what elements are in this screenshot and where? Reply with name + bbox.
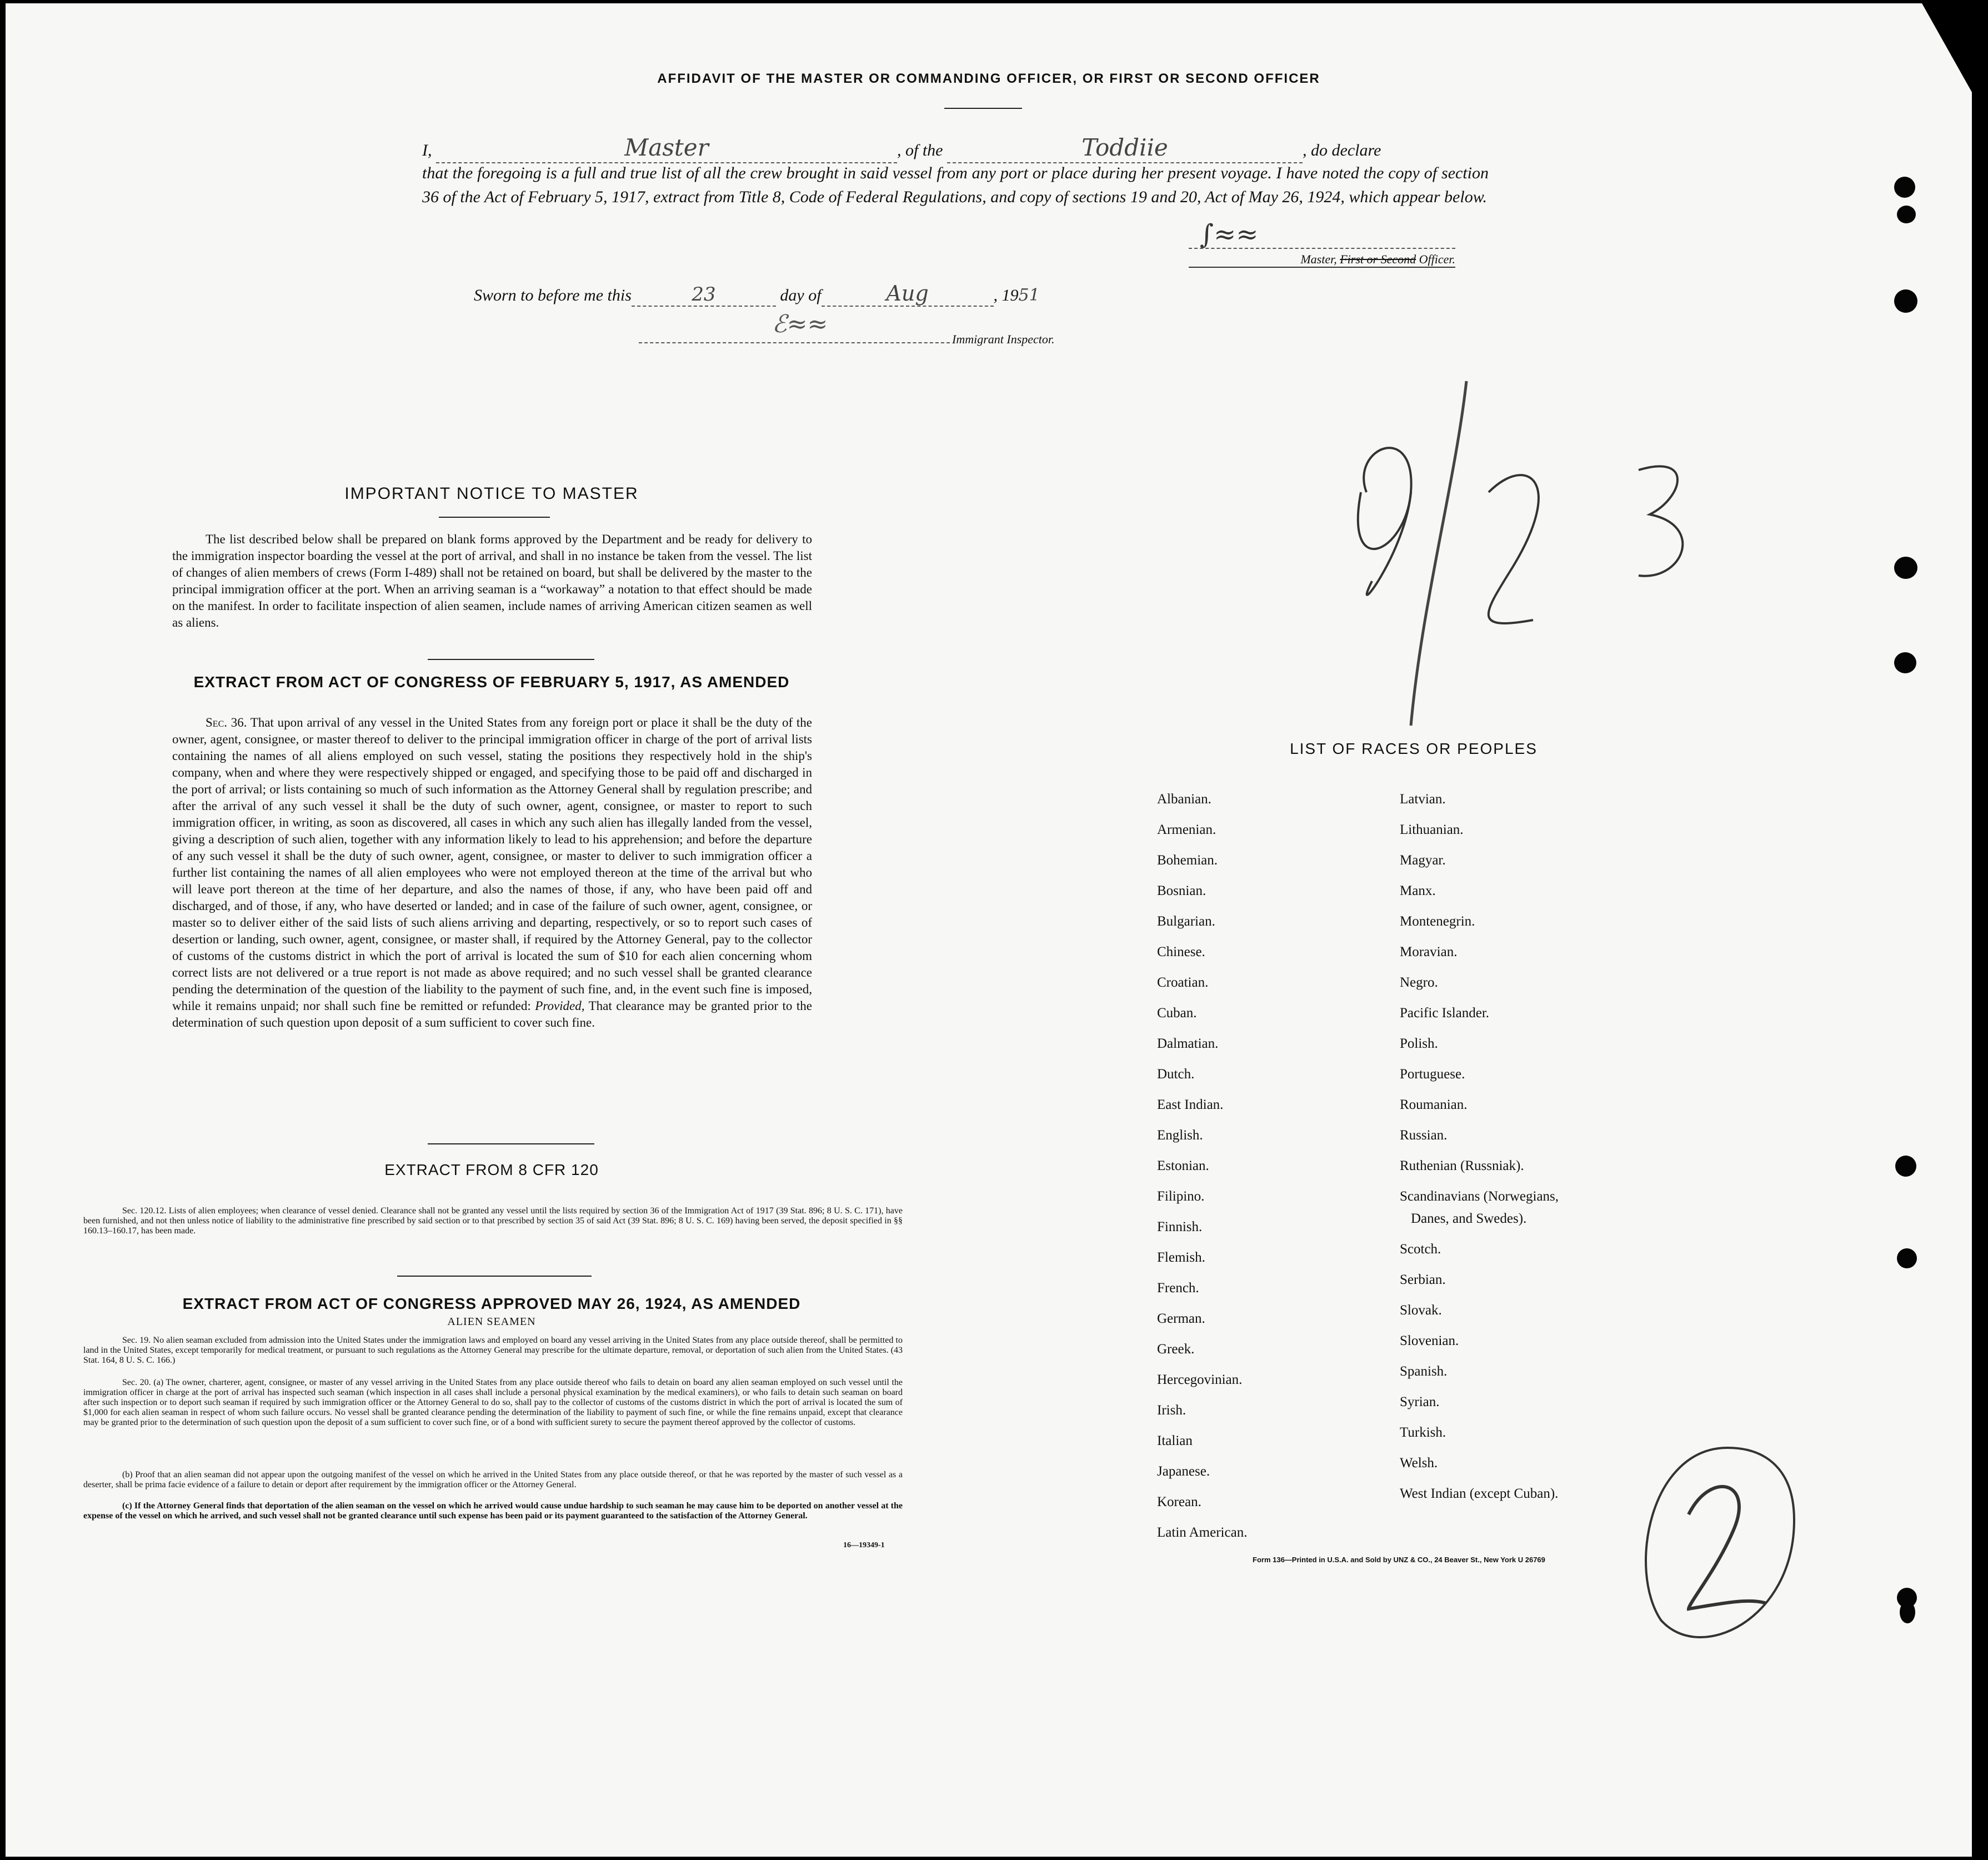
extract-1917-title: EXTRACT FROM ACT OF CONGRESS OF FEBRUARY 5, 1917, AS AMENDED: [193, 673, 790, 691]
race-item: Flemish.: [1157, 1250, 1205, 1265]
master-name-field: [436, 136, 897, 163]
race-item: French.: [1157, 1281, 1199, 1296]
vessel-name-field: [947, 136, 1303, 163]
form-code: 16—19349-1: [843, 1541, 885, 1549]
race-item: Roumanian.: [1400, 1097, 1468, 1112]
race-item: Irish.: [1157, 1403, 1186, 1418]
inspector-caption: Immigrant Inspector.: [952, 332, 1055, 346]
punch-hole: [1894, 177, 1915, 198]
race-item: Finnish.: [1157, 1219, 1203, 1234]
divider: [397, 1276, 592, 1277]
race-item: Pacific Islander.: [1400, 1006, 1490, 1021]
race-item: Croatian.: [1157, 975, 1209, 990]
divider: [428, 1143, 594, 1144]
races-title: LIST OF RACES OR PEOPLES: [1290, 740, 1538, 757]
race-item: Dalmatian.: [1157, 1036, 1219, 1051]
vessel-name: Toddiie: [1081, 134, 1168, 161]
section-19: Sec. 19. No alien seaman excluded from admission into the United States under the immigration laws and employed on board any vessel arriving in the United States from any place outside thereof, shall be permitted to land in the United States, except temporarily for medical treatment, or pursuant to such regulations as the Attorney General may prescribe for the ultimate departure, removal, or deportation of such alien from the United States. (43 Stat. 164, 8 U. S. C. 166.): [83, 1336, 903, 1365]
race-item: Serbian.: [1400, 1272, 1446, 1287]
race-item: Lithuanian.: [1400, 822, 1464, 837]
pronoun: I,: [422, 141, 432, 159]
officer-caption-prefix: Master,: [1300, 252, 1340, 266]
cfr-body: Sec. 120.12. Lists of alien employees; when clearance of vessel denied. Clearance shall not be granted any vessel until the lists required by section 36 of the Immigration Act of 1917 (39 Stat. 896; 8 U. S. C. 171), have been furnished, and not then unless notice of liability to the administrative fine prescribed by said section or to that prescribed by section 35 of said Act (39 Stat. 896; 8 U. S. C. 169) having been served, the deposit specified in §§ 160.13–160.17, has been made.: [83, 1206, 903, 1236]
divider: [944, 108, 1022, 109]
race-item: Welsh.: [1400, 1456, 1438, 1471]
inspector-signature: ℰ≈≈: [772, 310, 828, 338]
punch-hole: [1897, 1248, 1917, 1268]
race-item: Moravian.: [1400, 944, 1458, 959]
of-the-label: , of the: [897, 141, 943, 159]
race-item: Chinese.: [1157, 944, 1205, 959]
race-item: Spanish.: [1400, 1364, 1448, 1379]
year-suffix: 51: [1018, 286, 1040, 305]
race-item: Montenegrin.: [1400, 914, 1475, 929]
race-item: English.: [1157, 1128, 1203, 1143]
section-36-tail: That clearance may be granted prior to the determination of such question upon deposit of a sum sufficient to cover such fine.: [172, 999, 813, 1029]
race-item: Cuban.: [1157, 1006, 1197, 1021]
race-item: Filipino.: [1157, 1189, 1205, 1204]
punch-hole: [1894, 289, 1917, 313]
section-36-text: That upon arrival of any vessel in the United States from any foreign port or place it shall be the duty of the owner, agent, consignee, or master thereof to deliver to the principal immigration officer in charge of the port of arrival lists containing the names of all aliens employed on such vessel, stating the positions they respectively hold in the ship's company, when and where they were respectively shipped or engaged, and specifying those to be paid off and discharged in the port of arrival; or lists containing so much of such information as the Attorney General shall by regulation prescribe; and after the arrival of any such vessel it shall be the duty of such owner, agent, consignee, or master to report to such immigration officer, in writing, as soon as discovered, all cases in which any such alien has illegally landed from the vessel, giving a description of such alien, together with any information likely to lead to his apprehension; and before the departure of any such vessel it shall be the duty of such owner, agent, consignee, or master to deliver to such immigration officer a further list containing the names of all alien employees who were not employed thereon at the time of the arrival but who will leave port thereon at the time of her departure, and also the names of those, if any, who have been paid off and discharged, and of those, if any, who have deserted or landed; and in case of the failure of such owner, agent, consignee, or master so to deliver either of the said lists of such aliens arriving and departing, respectively, or so to report such cases of desertion or landing, such owner, agent, consignee, or master shall, if required by the Attorney General, pay to the collector of customs of the customs district in which the port of arrival is located the sum of $10 for each alien concerning whom correct lists are not delivered or a true report is not made as above required; and no such vessel shall be granted clearance pending the determination of the question of the liability to the payment of such fine, and, in the event such fine is imposed, while it remains unpaid; nor shall such fine be remitted or refunded:: [172, 716, 812, 1013]
race-item: East Indian.: [1157, 1097, 1224, 1112]
race-item: Latin American.: [1157, 1525, 1248, 1540]
declaration-line: [422, 136, 1489, 163]
race-item: Portuguese.: [1400, 1067, 1465, 1082]
race-continuation: Danes, and Swedes).: [1411, 1211, 1527, 1226]
race-item: Armenian.: [1157, 822, 1216, 837]
race-item: Scotch.: [1400, 1242, 1441, 1257]
race-item: Manx.: [1400, 883, 1436, 898]
affidavit-heading: AFFIDAVIT OF THE MASTER OR COMMANDING OFFICER, OR FIRST OR SECOND OFFICER: [657, 71, 1320, 86]
sworn-prefix: Sworn to before me this: [474, 286, 632, 304]
sworn-month-field: [822, 281, 994, 307]
section-20a: Sec. 20. (a) The owner, charterer, agent, consignee, or master of any vessel arriving in the United States from any place outside thereof who fails to detain on board any alien seaman employed on such vessel until the immigration officer in charge at the port of arrival has inspected such seaman (which inspection in all cases shall include a personal physical examination by the medical examiners), or who fails to detain such seaman on board after such inspection or to deport such seaman if required by such immigration officer or the Attorney General to do so, shall pay to the collector of customs of the customs district in which the port of arrival is located the sum of $1,000 for each alien seaman in respect of whom such failure occurs. No vessel shall be granted clearance pending the determination of the liability to payment of such fine, or while the fine remains unpaid, except that clearance may be granted prior to the determination of such question upon the deposit of a sum sufficient to cover such fine, or of a bond with sufficient surety to secure the payment thereof approved by the collector of customs.: [83, 1378, 903, 1427]
alien-seamen-subtitle: ALIEN SEAMEN: [447, 1316, 536, 1328]
master-signature: ∫≈≈: [1200, 219, 1259, 250]
sworn-day: 23: [692, 283, 716, 306]
officer-caption-struck: First or Second: [1340, 252, 1416, 266]
inspector-line: [639, 310, 1055, 347]
race-item: West Indian (except Cuban).: [1400, 1486, 1559, 1501]
race-item: Ruthenian (Russniak).: [1400, 1158, 1524, 1173]
sworn-day-field: [632, 283, 776, 307]
race-item: Turkish.: [1400, 1425, 1446, 1440]
handwritten-date-mark: [1328, 363, 1716, 726]
race-item: German.: [1157, 1311, 1205, 1326]
section-20c: (c) If the Attorney General finds that deportation of the alien seaman on the vessel on which he arrived would cause undue hardship to such seaman he may cause him to be deported on another vessel at the expense of the vessel on which he arrived, and such vessel shall not be granted clearance until such expense has been paid or its payment guaranteed to the satisfaction of the Attorney General.: [83, 1501, 903, 1521]
punch-hole: [1894, 557, 1917, 579]
race-item: Magyar.: [1400, 853, 1446, 868]
race-item: Slovak.: [1400, 1303, 1442, 1318]
inspector-signature-field: [639, 310, 950, 343]
day-of-label: day of: [780, 286, 822, 304]
race-item: Estonian.: [1157, 1158, 1209, 1173]
divider: [428, 659, 594, 660]
cfr-title: EXTRACT FROM 8 CFR 120: [384, 1161, 599, 1178]
extract-1917-body: [172, 714, 812, 1031]
officer-caption-suffix: Officer.: [1416, 252, 1455, 266]
race-item: Dutch.: [1157, 1067, 1195, 1082]
race-item: Latvian.: [1400, 792, 1446, 807]
race-item: Bulgarian.: [1157, 914, 1215, 929]
sworn-month: Aug: [886, 281, 929, 306]
notice-title: IMPORTANT NOTICE TO MASTER: [344, 484, 639, 503]
section-20b: (b) Proof that an alien seaman did not appear upon the outgoing manifest of the vessel on which he arrived in the United States from any place outside thereof, or that he was reported by the master of such vessel as a deserter, shall be prima facie evidence of a failure to detain or deport after requirement by the immigration officer or the Attorney General.: [83, 1470, 903, 1489]
race-item: Bosnian.: [1157, 883, 1206, 898]
printer-imprint: Form 136—Printed in U.S.A. and Sold by UNZ & CO., 24 Beaver St., New York U 26769: [1253, 1556, 1545, 1564]
race-item: Korean.: [1157, 1494, 1201, 1509]
do-declare-label: , do declare: [1303, 141, 1381, 159]
race-item: Bohemian.: [1157, 853, 1218, 868]
notice-body: The list described below shall be prepared on blank forms approved by the Department and be ready for delivery to the immigration inspector boarding the vessel at the port of arrival, and shall in no instance be taken from the vessel. The list of changes of alien members of crews (Form I-489) shall not be retained on board, but shall be delivered by the master to the principal immigration officer at the port. When an arriving seaman is a “workaway” a notation to that effect should be made on the manifest. In order to facilitate inspection of alien seamen, include names of arriving American citizen seamen as well as aliens.: [172, 532, 812, 629]
race-item: Slovenian.: [1400, 1333, 1459, 1348]
race-item: Albanian.: [1157, 792, 1211, 807]
section-36-label: Sec. 36.: [206, 716, 247, 729]
punch-hole: [1897, 206, 1916, 223]
punch-hole: [1895, 1156, 1916, 1177]
race-item: Scandinavians (Norwegians,: [1400, 1189, 1559, 1204]
race-item: Hercegovinian.: [1157, 1372, 1243, 1387]
year-prefix: , 19: [993, 286, 1019, 304]
race-item: Polish.: [1400, 1036, 1438, 1051]
race-item: Japanese.: [1157, 1464, 1210, 1479]
divider: [439, 517, 550, 518]
officer-caption: [1189, 248, 1455, 268]
date-mark-text: 8/23: [1328, 363, 1344, 372]
extract-1924-title: EXTRACT FROM ACT OF CONGRESS APPROVED MAY 26, 1924, AS AMENDED: [182, 1295, 801, 1312]
circled-number-text: 2: [1628, 1429, 1632, 1439]
race-item: Negro.: [1400, 975, 1438, 990]
document-page: [6, 3, 1972, 1857]
race-item: Syrian.: [1400, 1394, 1440, 1409]
sworn-line: [474, 281, 1040, 307]
punch-hole: [1894, 652, 1916, 673]
punch-hole: [1900, 1601, 1915, 1623]
provided-word: Provided,: [535, 999, 585, 1013]
race-item: Greek.: [1157, 1342, 1195, 1357]
race-item: Italian: [1157, 1433, 1193, 1448]
race-item: Russian.: [1400, 1128, 1448, 1143]
master-name: Master: [624, 134, 709, 161]
handwritten-circled-number: [1628, 1429, 1805, 1648]
declaration-body: that the foregoing is a full and true list of all the crew brought in said vessel from any port or place during her present voyage. I have noted the copy of section 36 of the Act of February 5, 1917, extract from Title 8, Code of Federal Regulations, and copy of sections 19 and 20, Act of May 26, 1924, which appear below.: [422, 164, 1489, 206]
